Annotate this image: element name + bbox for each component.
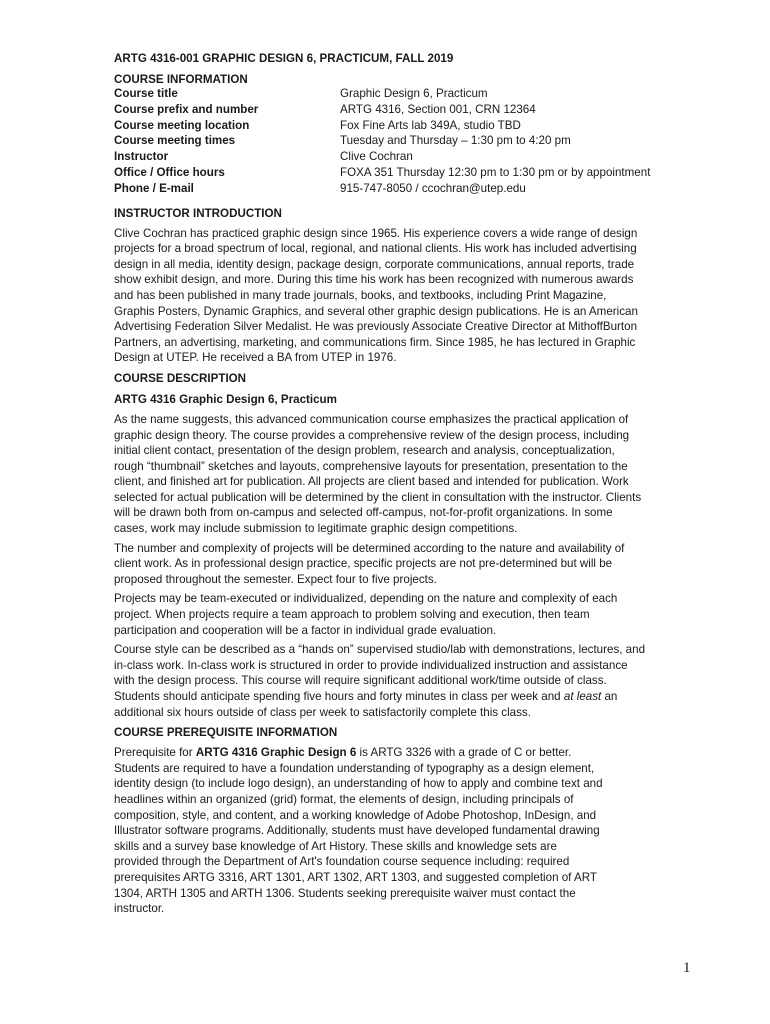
syllabus-page	[114, 52, 694, 917]
intro-line: Clive Cochran has practiced graphic design since 1965. His experience covers a wide range of design	[114, 226, 638, 240]
info-row	[114, 181, 694, 197]
info-label: Course prefix and number	[114, 102, 259, 116]
info-label: Instructor	[114, 150, 169, 164]
text-line: As the name suggests, this advanced communication course emphasizes the practical application of	[114, 412, 629, 426]
intro-line: Advertising Federation Silver Medalist. He was previously Associate Creative Director at MithoffBurton	[114, 320, 638, 334]
text-line: proposed throughout the semester. Expect four to five projects.	[114, 572, 437, 586]
text-line: identity design (to include logo design), an understanding of how to apply and combine text and	[114, 777, 603, 791]
text-line: 1304, ARTH 1305 and ARTH 1306. Students seeking prerequisite waiver must contact the	[114, 886, 576, 900]
info-row	[114, 149, 694, 165]
intro-line: Graphis Posters, Dynamic Graphics, and several other graphic design publications. He is an American	[114, 304, 638, 318]
description-paragraph-1	[114, 412, 694, 537]
instructor-intro-heading: INSTRUCTOR INTRODUCTION	[114, 206, 282, 220]
document-title: ARTG 4316-001 GRAPHIC DESIGN 6, PRACTICUM, FALL 2019	[114, 52, 454, 65]
text-line: Course style can be described as a “hands on” supervised studio/lab with demonstrations, lectures, and	[114, 643, 646, 657]
text-line: prerequisites ARTG 3316, ART 1301, ART 1302, ART 1303, and suggested completion of ART	[114, 870, 597, 884]
text-line: Prerequisite for	[114, 746, 196, 760]
text-line: Students are required to have a foundation understanding of typography as a design element,	[114, 761, 595, 775]
text-line: provided through the Department of Art's foundation course sequence including: required	[114, 855, 570, 869]
info-row	[114, 165, 694, 181]
info-label: Office / Office hours	[114, 165, 225, 179]
text-line: graphic design theory. The course provides a comprehensive review of the design process, including	[114, 428, 630, 442]
description-paragraph-2	[114, 541, 694, 588]
prerequisite-paragraph	[114, 745, 694, 917]
text-line: Illustrator software programs. Additionally, students must have developed fundamental drawing	[114, 824, 600, 838]
description-paragraph-3	[114, 591, 694, 638]
info-value: Tuesday and Thursday – 1:30 pm to 4:20 pm	[340, 134, 571, 148]
text-line: skills and a survey base knowledge of Art History. These skills and knowledge sets are	[114, 839, 557, 853]
intro-line: Design at UTEP. He received a BA from UTEP in 1976.	[114, 351, 397, 365]
text-line: client work. As in professional design practice, specific projects are not pre-determined but will be	[114, 557, 613, 571]
course-name-bold: ARTG 4316 Graphic Design 6	[195, 746, 357, 760]
info-value: FOXA 351 Thursday 12:30 pm to 1:30 pm or by appointment	[340, 165, 651, 179]
text-line: with the design process. This course will require significant additional work/time outside of class.	[114, 674, 607, 688]
info-label: Course meeting times	[114, 134, 236, 148]
course-info-table	[114, 86, 694, 197]
info-value: Graphic Design 6, Practicum	[340, 87, 488, 100]
text-line: instructor.	[114, 902, 165, 916]
info-label: Phone / E-mail	[114, 181, 194, 195]
info-row	[114, 102, 694, 118]
text-line: selected for actual publication will be determined by the client in consultation with the instructor. Clients	[114, 490, 642, 504]
text-line: rough “thumbnail” sketches and layouts, comprehensive layouts for presentation, presentation to the	[114, 459, 628, 473]
course-info-heading: COURSE INFORMATION	[114, 73, 248, 86]
text-line: additional six hours outside of class per week to satisfactorily complete this class.	[114, 705, 531, 719]
text-line: client, and finished art for publication. All projects are client based and intended for publication. Work	[114, 475, 629, 489]
intro-line: design in all media, identity design, package design, corporate communications, annual reports, trade	[114, 257, 635, 271]
instructor-intro-paragraph	[114, 226, 694, 366]
info-value: Clive Cochran	[340, 150, 413, 164]
text-line: initial client contact, presentation of the design problem, research and analysis, conceptualization,	[114, 444, 615, 458]
text-line: Students should anticipate spending five hours and forty minutes in class per week and	[114, 690, 561, 704]
info-label: Course meeting location	[114, 118, 250, 132]
info-value: ARTG 4316, Section 001, CRN 12364	[340, 102, 536, 116]
page-number: 1	[683, 960, 691, 976]
info-row	[114, 86, 694, 102]
text-line: headlines within an organized (grid) format, the elements of design, including principals of	[114, 792, 574, 806]
intro-line: show exhibit design, and more. During this time his work has been recognized with numerous awards	[114, 273, 634, 287]
info-label: Course title	[114, 87, 178, 100]
text-line: an	[601, 690, 618, 704]
text-line: The number and complexity of projects will be determined according to the nature and availability of	[114, 541, 625, 555]
description-paragraph-4	[114, 642, 694, 720]
info-row	[114, 133, 694, 149]
info-value: 915-747-8050 / ccochran@utep.edu	[340, 181, 526, 195]
emphasis-text: at least	[563, 690, 602, 704]
text-line: will be drawn both from on-campus and selected off-campus, not-for-profit organizations. In some	[114, 506, 613, 520]
info-value: Fox Fine Arts lab 349A, studio TBD	[340, 118, 521, 132]
intro-line: Partners, an advertising, marketing, and communications firm. Since 1985, he has lectured in Graphic	[114, 335, 636, 349]
course-description-subheading: ARTG 4316 Graphic Design 6, Practicum	[114, 392, 337, 406]
text-line: composition, style, and content, and a working knowledge of Adobe Photoshop, InDesign, and	[114, 808, 597, 822]
text-line: is ARTG 3326 with a grade of C or better.	[356, 746, 572, 760]
info-row	[114, 118, 694, 134]
text-line: cases, work may include submission to legitimate graphic design competitions.	[114, 522, 518, 536]
course-description-heading: COURSE DESCRIPTION	[114, 371, 247, 385]
text-line: project. When projects require a team approach to problem solving and execution, then team	[114, 608, 590, 622]
text-line: in-class work. In-class work is structured in order to provide individualized instruction and assistance	[114, 658, 628, 672]
text-line: participation and cooperation will be a factor in individual grade evaluation.	[114, 623, 497, 637]
intro-line: projects for a broad spectrum of local, regional, and national clients. His work has included advertising	[114, 242, 637, 256]
intro-line: and has been published in many trade journals, books, and textbooks, including Print Magazine,	[114, 288, 607, 302]
text-line: Projects may be team-executed or individualized, depending on the nature and complexity of each	[114, 592, 618, 606]
prerequisite-heading: COURSE PREREQUISITE INFORMATION	[114, 726, 338, 740]
